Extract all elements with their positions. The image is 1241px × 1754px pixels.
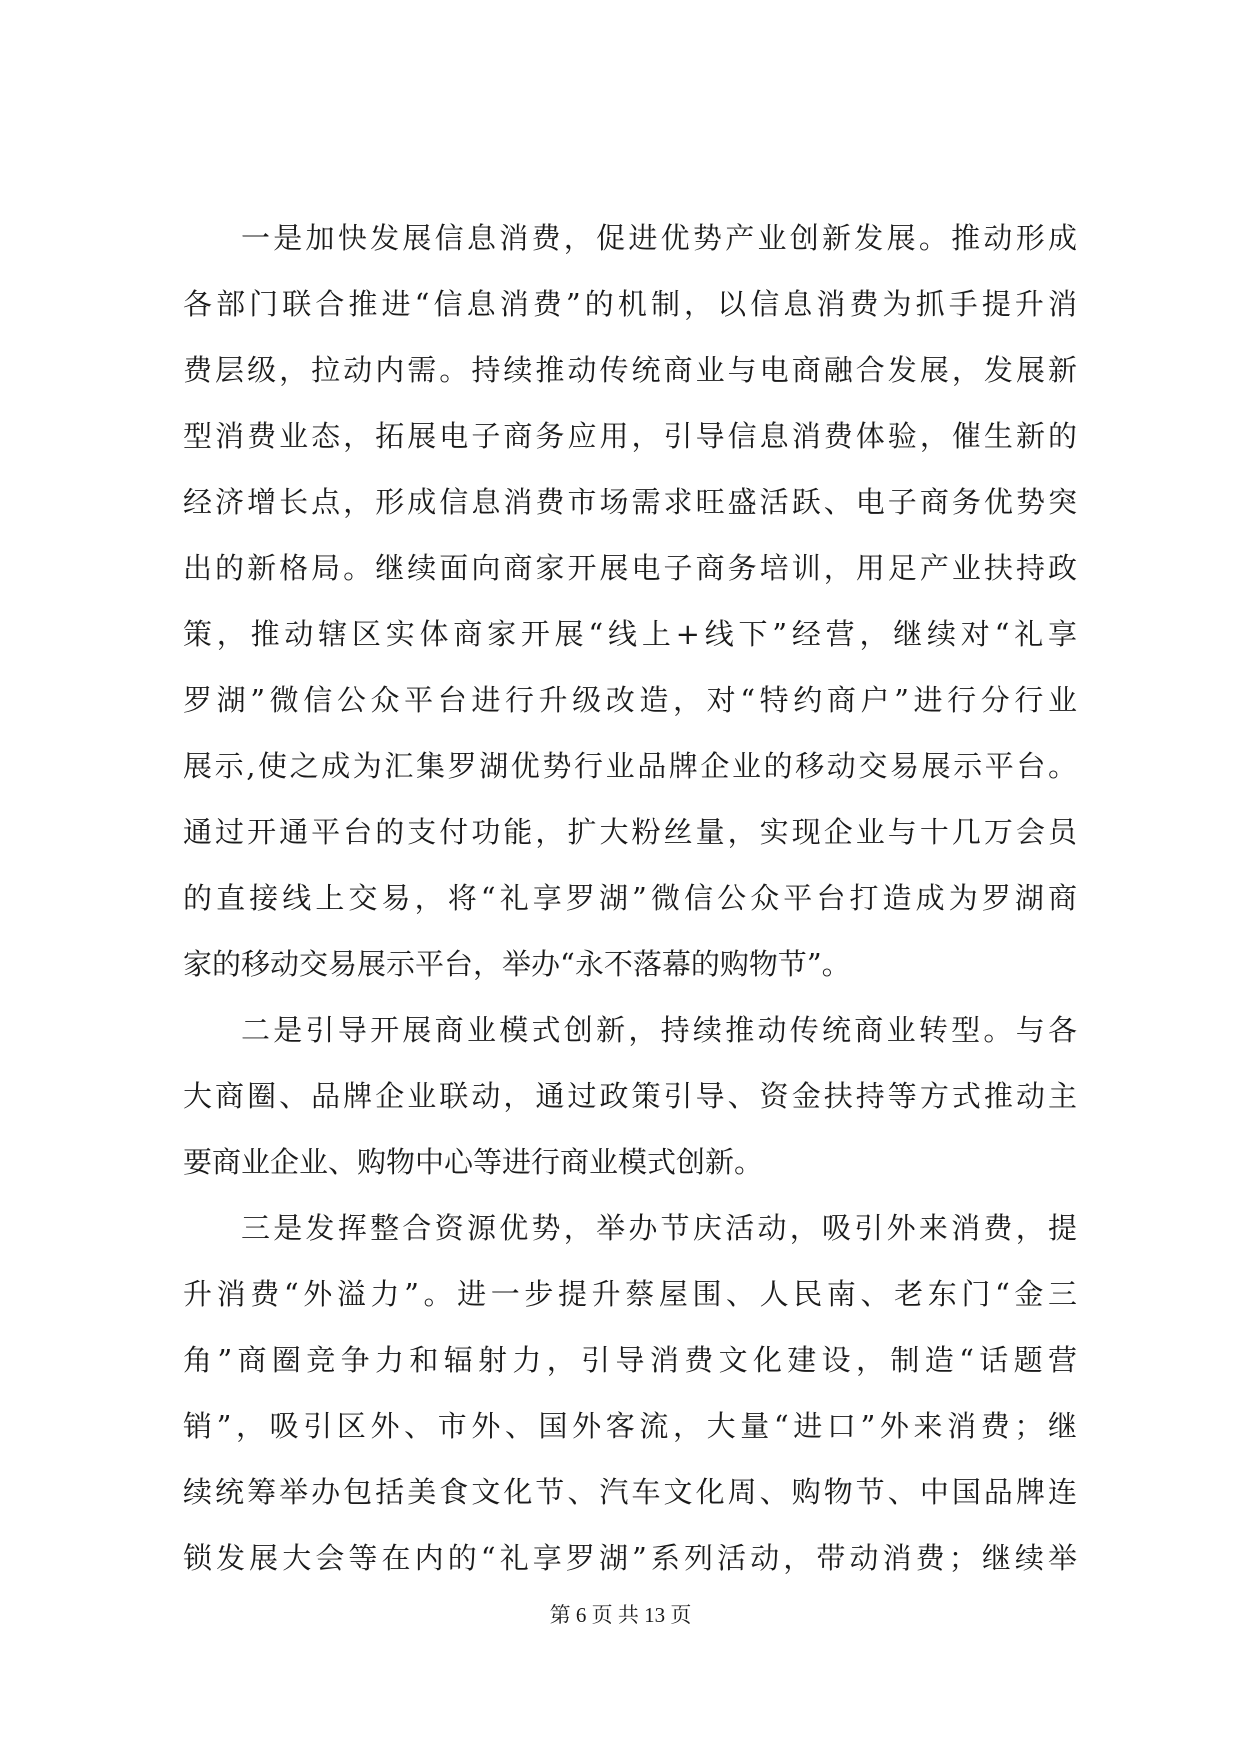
paragraph-3 <box>183 1195 1077 1591</box>
text-line: 续统筹举办包括美食文化节、汽车文化周、购物节、中国品牌连 <box>183 1475 1077 1509</box>
text-line: 通过开通平台的支付功能，扩大粉丝量，实现企业与十几万会员 <box>183 815 1077 849</box>
text-line: 三是发挥整合资源优势，举办节庆活动，吸引外来消费，提 <box>241 1211 1077 1245</box>
text-line: 销”，吸引区外、市外、国外客流，大量“进口”外来消费；继 <box>183 1409 1077 1443</box>
text-line: 二是引导开展商业模式创新，持续推动传统商业转型。与各 <box>241 1013 1077 1047</box>
text-line: 费层级，拉动内需。持续推动传统商业与电商融合发展，发展新 <box>183 353 1077 387</box>
page-number-footer: 第 6 页 共 13 页 <box>549 1603 692 1627</box>
text-line: 家的移动交易展示平台，举办“永不落幕的购物节”。 <box>183 947 851 981</box>
text-line: 经济增长点，形成信息消费市场需求旺盛活跃、电子商务优势突 <box>183 485 1077 519</box>
text-line: 展示,使之成为汇集罗湖优势行业品牌企业的移动交易展示平台。 <box>183 749 1077 783</box>
text-line: 各部门联合推进“信息消费”的机制，以信息消费为抓手提升消 <box>183 287 1077 321</box>
text-line: 出的新格局。继续面向商家开展电子商务培训，用足产业扶持政 <box>183 551 1077 585</box>
paragraph-2 <box>183 997 1077 1195</box>
text-line: 一是加快发展信息消费，促进优势产业创新发展。推动形成 <box>241 221 1077 255</box>
text-line: 锁发展大会等在内的“礼享罗湖”系列活动，带动消费；继续举 <box>183 1541 1077 1575</box>
text-line: 要商业企业、购物中心等进行商业模式创新。 <box>183 1145 764 1179</box>
text-line: 大商圈、品牌企业联动，通过政策引导、资金扶持等方式推动主 <box>183 1079 1077 1113</box>
text-line: 型消费业态，拓展电子商务应用，引导信息消费体验，催生新的 <box>183 419 1077 453</box>
body-text <box>183 205 1077 1591</box>
text-line: 策，推动辖区实体商家开展“线上+线下”经营，继续对“礼享 <box>183 617 1077 651</box>
text-line: 的直接线上交易，将“礼享罗湖”微信公众平台打造成为罗湖商 <box>183 881 1077 915</box>
text-line: 角”商圈竞争力和辐射力，引导消费文化建设，制造“话题营 <box>183 1343 1077 1377</box>
text-line: 罗湖”微信公众平台进行升级改造，对“特约商户”进行分行业 <box>183 683 1077 717</box>
paragraph-1 <box>183 205 1077 997</box>
text-line: 升消费“外溢力”。进一步提升蔡屋围、人民南、老东门“金三 <box>183 1277 1077 1311</box>
